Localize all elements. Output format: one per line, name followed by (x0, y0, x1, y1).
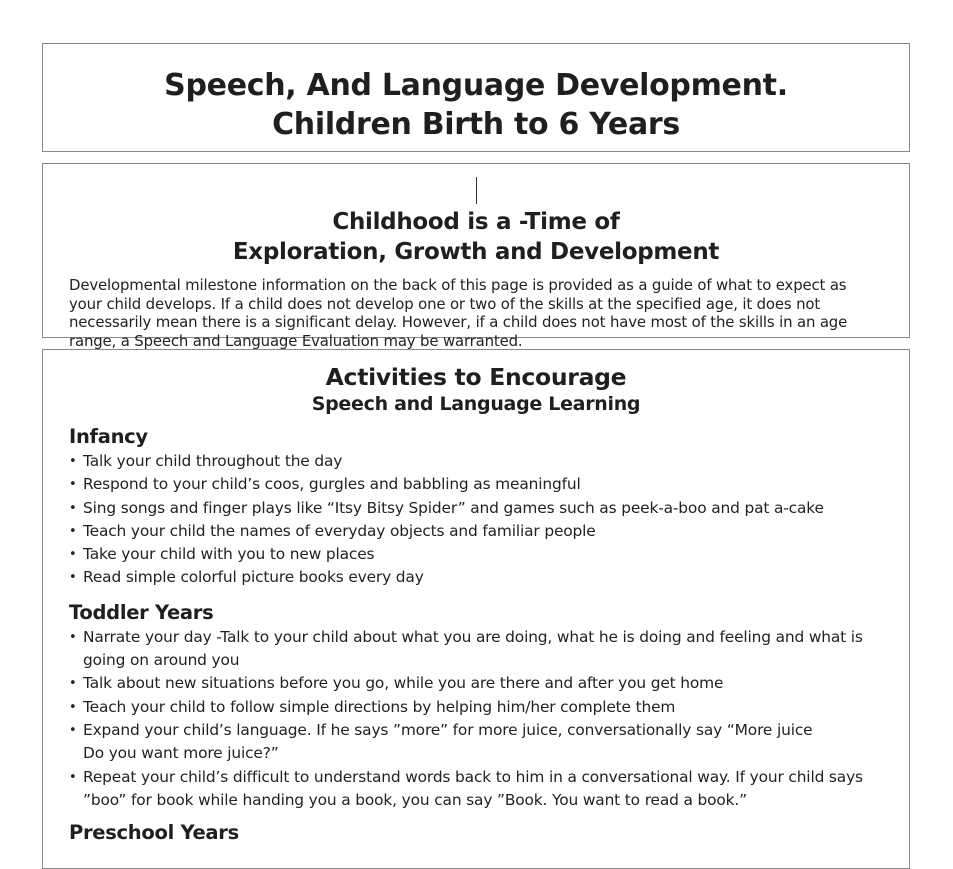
page-title-line2: Children Birth to 6 Years (272, 107, 680, 142)
section-title-infancy: Infancy (69, 425, 148, 448)
intro-heading-line1-wrap (43, 177, 909, 237)
list-item-text: Respond to your child’s coos, gurgles and babbling as meaningful (83, 475, 581, 494)
list-item (69, 473, 883, 496)
list-item (69, 450, 883, 473)
list-item (69, 543, 883, 566)
text-cursor (476, 177, 477, 204)
activities-heading (43, 350, 909, 416)
list-item-text: Narrate your day -Talk to your child about what you are doing, what he is doing and feeling and what is going on around you (83, 627, 863, 670)
list-item (69, 719, 883, 766)
list-item (69, 766, 883, 813)
intro-box (42, 163, 910, 351)
infancy-list (43, 450, 909, 590)
list-item (69, 520, 883, 543)
section-title-toddler: Toddler Years (69, 600, 214, 624)
list-item-text: Teach your child to follow simple directions by helping him/her complete them (83, 697, 676, 716)
list-item-text: Talk about new situations before you go, while you are there and after you get home (83, 674, 724, 693)
intro-heading-line1: Childhood is a -Time of (332, 209, 620, 235)
list-item-text: Sing songs and finger plays like “Itsy Bitsy Spider” and games such as peek-a-boo and pat a-cake (83, 498, 824, 517)
toddler-list (43, 626, 909, 812)
list-item-text: Expand your child’s language. If he says ”more” for more juice, conversationally say “More juice Do you want more juice?” (83, 720, 813, 763)
activities-heading-line2: Speech and Language Learning (311, 393, 641, 415)
list-item (69, 566, 883, 589)
list-item-text: Teach your child the names of everyday objects and familiar people (83, 521, 596, 540)
title-box (42, 43, 910, 152)
list-item-text: Repeat your child’s difficult to understand words back to him in a conversational way. If your child says ”boo” for book while handing you a book, you can say ”Book. You want to read a book.” (83, 767, 863, 809)
activities-heading-line1: Activities to Encourage (325, 363, 627, 391)
page-title-line1: Speech, And Language Development. (164, 68, 788, 103)
list-item-text: Take your child with you to new places (83, 545, 375, 564)
list-item (69, 626, 883, 673)
list-item (69, 696, 883, 719)
section-title-preschool: Preschool Years (69, 821, 239, 845)
list-item (69, 672, 883, 695)
list-item (69, 497, 883, 520)
list-item-text: Talk your child throughout the day (83, 452, 343, 470)
list-item-text: Read simple colorful picture books every day (83, 568, 424, 587)
activities-box (42, 349, 910, 869)
intro-paragraph: Developmental milestone information on the back of this page is provided as a guide of what to expect as your child develops. If a child does not develop one or two of the skills at the specified age, it does not necessarily mean there is a significant delay. However, if a child does not have most of the skills in an age range, a Speech and Language Evaluation may be warranted. (69, 276, 848, 351)
intro-heading (43, 164, 909, 267)
intro-heading-line2: Exploration, Growth and Development (232, 239, 720, 265)
page-title (43, 44, 909, 144)
